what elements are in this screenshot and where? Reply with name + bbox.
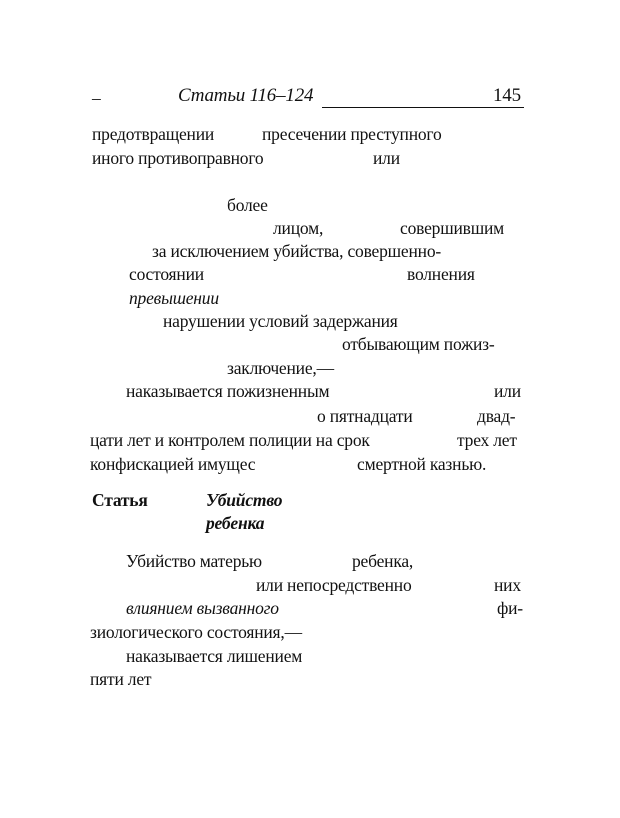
page-number: 145 [493, 85, 521, 106]
text-line: волнения [407, 264, 475, 284]
text-line: или [373, 148, 400, 168]
header-rule [322, 107, 524, 108]
text-line: заключение,— [227, 358, 334, 378]
text-line: или непосредственно [256, 575, 412, 595]
text-line: совершившим [400, 218, 505, 238]
text-line: них [494, 575, 521, 595]
text-line: зиологического состояния,— [90, 622, 302, 642]
text-line: двад- [477, 406, 516, 426]
text-line: превышении [129, 288, 219, 308]
text-line: конфискацией имущес [90, 454, 256, 474]
text-line: лицом, [273, 218, 324, 238]
text-line: за исключением убийства, совершенно- [152, 241, 442, 261]
text-line: Убийство матерью [126, 551, 262, 571]
text-line: отбывающим пожиз- [342, 334, 495, 354]
article-title-line: ребенка [206, 513, 265, 533]
text-line: иного противоправного [92, 148, 264, 168]
text-line: трех лет [457, 430, 517, 450]
text-line: нарушении условий задержания [163, 311, 398, 331]
text-line: более [227, 195, 268, 215]
text-line: пяти лет [90, 669, 152, 689]
text-line: ребенка, [352, 551, 414, 571]
text-line: фи- [497, 598, 523, 618]
running-title: Статьи 116–124 [178, 85, 314, 106]
text-line: о пятнадцати [317, 406, 413, 426]
article-title-line: Убийство [206, 490, 283, 510]
text-line: цати лет и контролем полиции на срок [90, 430, 370, 450]
text-line: смертной казнью. [357, 454, 487, 474]
text-line: или [494, 381, 521, 401]
header-dash: – [92, 88, 101, 108]
article-label: Статья [92, 490, 148, 510]
text-line: пресечении преступного [262, 124, 442, 144]
text-line: состоянии [129, 264, 204, 284]
text-line: наказывается пожизненным [126, 381, 330, 401]
text-line: наказывается лишением [126, 646, 303, 666]
text-line: предотвращении [92, 124, 215, 144]
text-line: влиянием вызванного [126, 598, 279, 618]
